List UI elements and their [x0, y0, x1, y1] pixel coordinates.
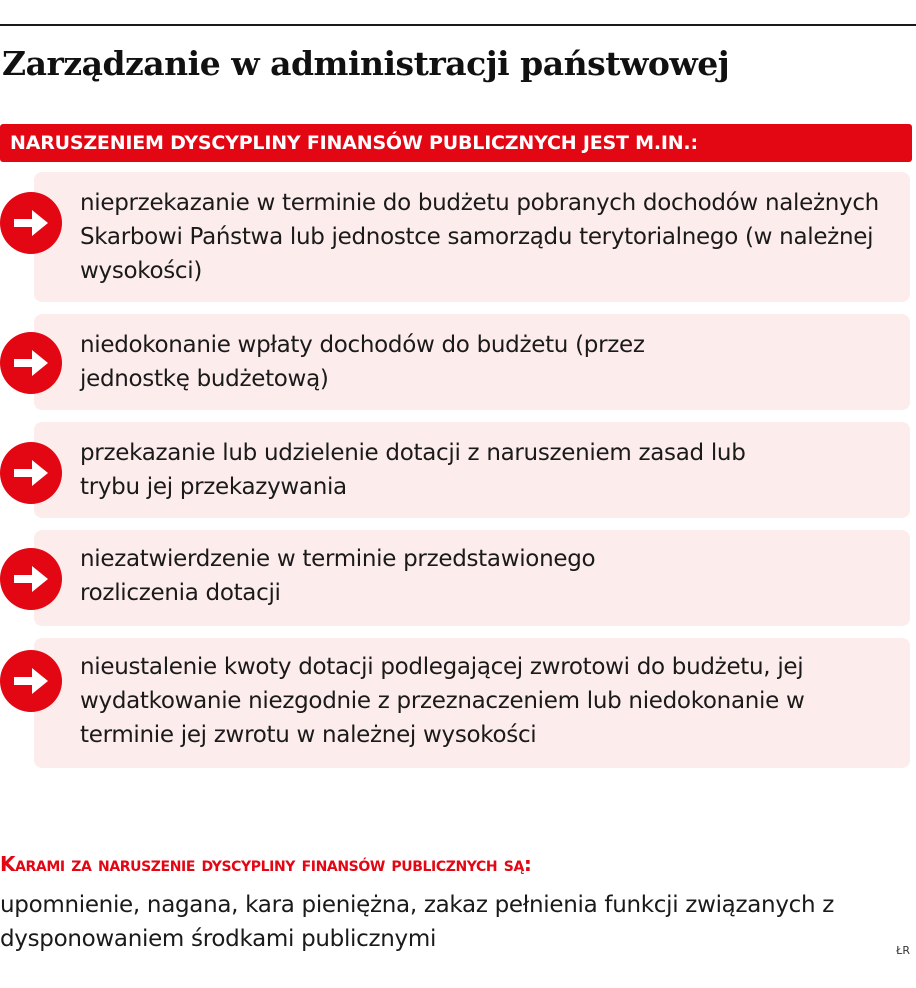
list-item [0, 638, 912, 768]
section-banner: NARUSZENIEM DYSCYPLINY FINANSÓW PUBLICZNYCH JEST M.IN.: [0, 124, 912, 162]
item-text: nieprzekazanie w terminie do budżetu pobranych dochodów należnych Skarbowi Państwa lub jednostce samorządu terytorialnego (w należnej wysokości) [80, 190, 879, 284]
list-item [0, 530, 912, 626]
arrow-right-circle-icon [0, 442, 62, 504]
author-credit: ŁR [896, 944, 910, 957]
list-item [0, 172, 912, 302]
arrow-right-circle-icon [0, 548, 62, 610]
arrow-right-circle-icon [0, 650, 62, 712]
item-text: niedokonanie wpłaty dochodów do budżetu (przez jednostkę budżetową) [80, 332, 645, 392]
top-rule [0, 24, 916, 26]
item-text: nieustalenie kwoty dotacji podlegającej zwrotowi do budżetu, jej wydatkowanie niezgodnie z przeznaczeniem lub niedokonanie w terminie jej zwrotu w należnej wysokości [80, 654, 805, 748]
list-item [0, 422, 912, 518]
penalties-text: upomnienie, nagana, kara pieniężna, zakaz pełnienia funkcji związanych z dysponowaniem środkami publicznymi [0, 892, 835, 952]
list-item [0, 314, 912, 410]
arrow-right-circle-icon [0, 192, 62, 254]
arrow-right-circle-icon [0, 332, 62, 394]
penalties-heading: Karami za naruszenie dyscypliny finansów publicznych są: [0, 852, 532, 876]
page-title: Zarządzanie w administracji państwowej [2, 44, 730, 83]
item-text: przekazanie lub udzielenie dotacji z naruszeniem zasad lub trybu jej przekazywania [80, 440, 746, 500]
item-text: niezatwierdzenie w terminie przedstawionego rozliczenia dotacji [80, 546, 596, 606]
